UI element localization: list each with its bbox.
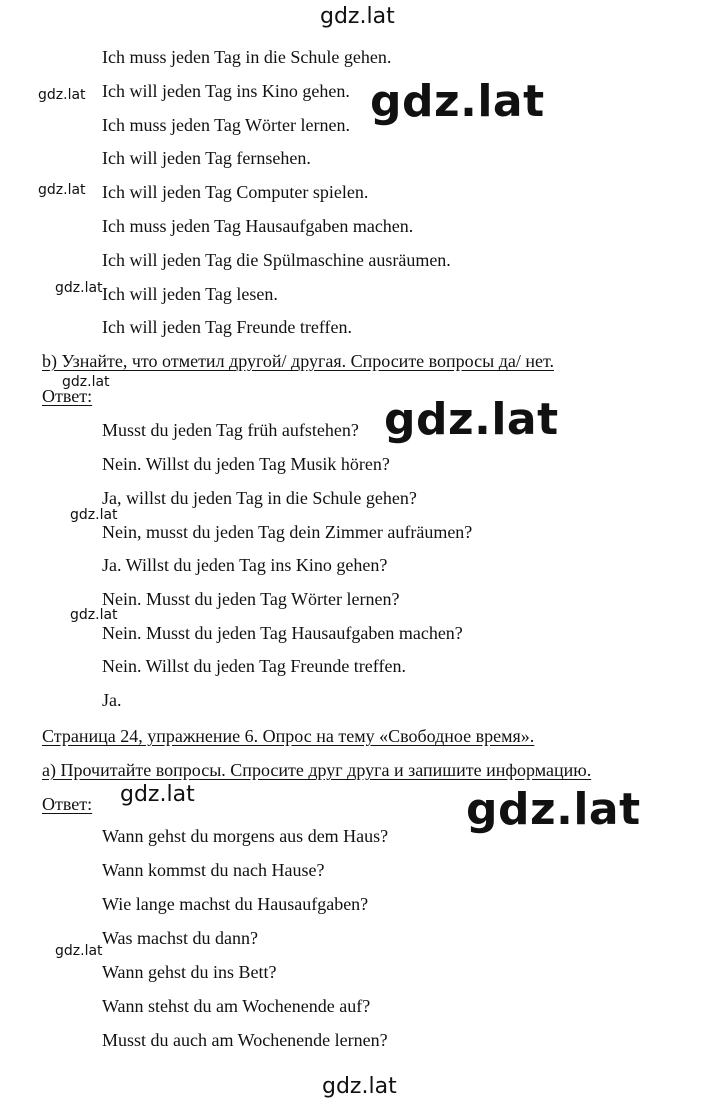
dialogue-line: Musst du jeden Tag früh aufstehen? xyxy=(102,420,359,440)
watermark-bottom: gdz.lat xyxy=(322,1074,397,1099)
watermark-small: gdz.lat xyxy=(70,607,118,623)
watermark-large: gdz.lat xyxy=(370,76,545,127)
watermark-small: gdz.lat xyxy=(70,507,118,523)
dialogue-line: Nein, musst du jeden Tag dein Zimmer aufräumen? xyxy=(102,522,473,542)
dialogue-line: Nein. Musst du jeden Tag Wörter lernen? xyxy=(102,589,400,609)
dialogue-line: Ja, willst du jeden Tag in die Schule gehen? xyxy=(102,488,417,508)
watermark-large: gdz.lat xyxy=(384,394,559,445)
dialogue-line: Nein. Willst du jeden Tag Musik hören? xyxy=(102,454,390,474)
dialogue-line: Nein. Musst du jeden Tag Hausaufgaben machen? xyxy=(102,623,463,643)
answer-label: Ответ: xyxy=(42,794,93,814)
watermark-medium: gdz.lat xyxy=(120,782,195,807)
question-line: Wann gehst du morgens aus dem Haus? xyxy=(102,826,389,846)
watermark-small: gdz.lat xyxy=(38,182,86,198)
answer-line: Ich will jeden Tag fernsehen. xyxy=(102,148,311,168)
dialogue-line: Ja. xyxy=(102,690,122,710)
watermark-small: gdz.lat xyxy=(62,374,110,390)
watermark-small: gdz.lat xyxy=(55,280,103,296)
answer-line: Ich muss jeden Tag Hausaufgaben machen. xyxy=(102,216,414,236)
dialogue-line: Ja. Willst du jeden Tag ins Kino gehen? xyxy=(102,555,388,575)
answer-label: Ответ: xyxy=(42,386,93,406)
answer-line: Ich muss jeden Tag in die Schule gehen. xyxy=(102,47,392,67)
question-line: Musst du auch am Wochenende lernen? xyxy=(102,1030,388,1050)
watermark-small: gdz.lat xyxy=(55,943,103,959)
question-line: Wie lange machst du Hausaufgaben? xyxy=(102,894,369,914)
answer-line: Ich will jeden Tag lesen. xyxy=(102,284,278,304)
task-b-heading: b) Узнайте, что отметил другой/ другая. Спросите вопросы да/ нет. xyxy=(42,351,554,371)
answer-line: Ich will jeden Tag die Spülmaschine ausräumen. xyxy=(102,250,451,270)
answer-line: Ich will jeden Tag Computer spielen. xyxy=(102,182,369,202)
task-a-heading: а) Прочитайте вопросы. Спросите друг друга и запишите информацию. xyxy=(42,760,592,780)
question-line: Wann gehst du ins Bett? xyxy=(102,962,277,982)
question-line: Wann kommst du nach Hause? xyxy=(102,860,325,880)
question-line: Wann stehst du am Wochenende auf? xyxy=(102,996,371,1016)
question-line: Was machst du dann? xyxy=(102,928,259,948)
answer-line: Ich will jeden Tag Freunde treffen. xyxy=(102,317,352,337)
answer-line: Ich will jeden Tag ins Kino gehen. xyxy=(102,81,350,101)
watermark-large: gdz.lat xyxy=(466,784,641,835)
dialogue-line: Nein. Willst du jeden Tag Freunde treffen. xyxy=(102,656,406,676)
exercise-heading: Страница 24, упражнение 6. Опрос на тему «Свободное время». xyxy=(42,726,535,746)
watermark-top: gdz.lat xyxy=(320,4,395,29)
watermark-small: gdz.lat xyxy=(38,87,86,103)
answer-line: Ich muss jeden Tag Wörter lernen. xyxy=(102,115,350,135)
